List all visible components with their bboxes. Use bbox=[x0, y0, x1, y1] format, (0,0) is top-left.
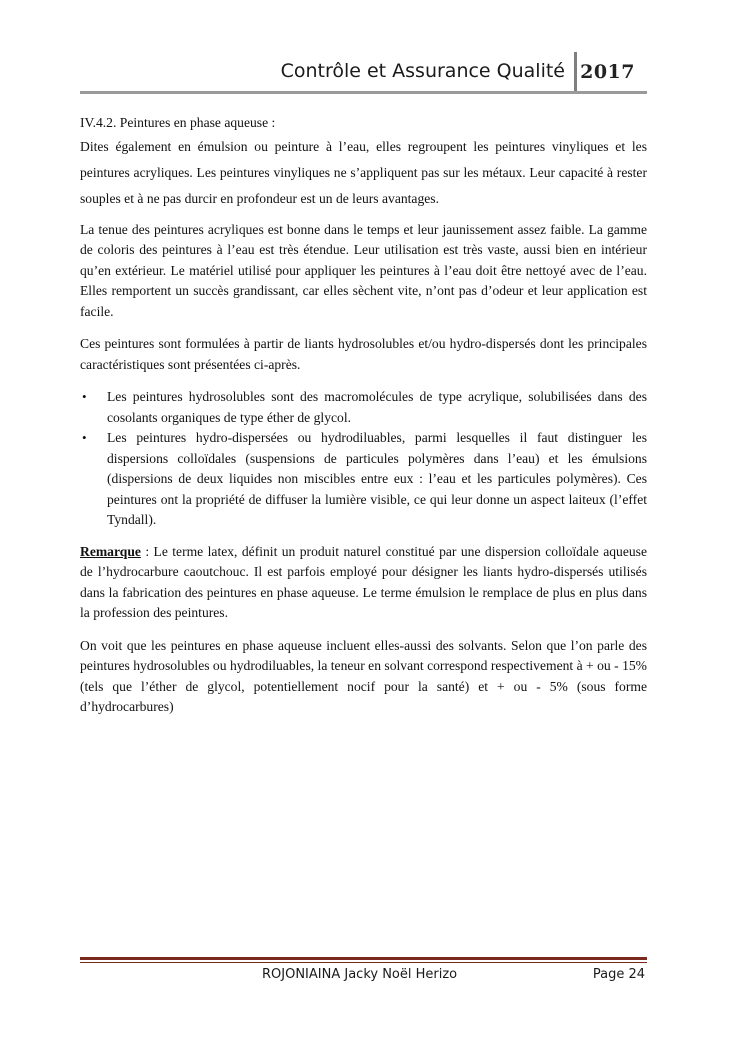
paragraph-solvents: On voit que les peintures en phase aqueuse incluent elles-aussi des solvants. Selon que l’on parle des peintures hydrosolubles ou hydrodiluables, la teneur en solvant correspond respectivement à + ou - 15% (tels que l’éther de glycol, potentiellement nocif pour la santé) et + ou - 5% (sous forme d’hydrocarbures) bbox=[80, 637, 647, 714]
list-item-text: Les peintures hydrosolubles sont des macromolécules de type acrylique, solubilisées dans des cosolants organiques de type éther de glycol. bbox=[107, 389, 647, 425]
section-heading: IV.4.2. Peintures en phase aqueuse : bbox=[80, 115, 276, 130]
footer-rule-thick bbox=[80, 957, 647, 960]
paragraph-acrylic: La tenue des peintures acryliques est bonne dans le temps et leur jaunissement assez faible. La gamme de coloris des peintures à l’eau est très étendue. Leur utilisation est très vaste, aussi bien en intérieur qu’en extérieur. Le matériel utilisé pour appliquer les peintures à l’eau doit être nettoyé avec de l’eau. Elles remportent un succès grandissant, car elles sèchent vite, n’ont pas d’odeur et leur application est facile. bbox=[80, 221, 647, 319]
paragraph-intro: Dites également en émulsion ou peinture à l’eau, elles regroupent les peintures vinyliques et les peintures acryliques. Les peintures vinyliques ne s’appliquent pas sur les métaux. Leur capacité à rester souples et à ne pas durcir en profondeur est un de leurs avantages. bbox=[80, 138, 647, 206]
remark-label: Remarque bbox=[80, 543, 141, 559]
list-item bbox=[80, 387, 647, 428]
remark-text: : Le terme latex, définit un produit naturel constitué par une dispersion colloïdale aqueuse de l’hydrocarbure caoutchouc. Il est parfois employé pour désigner les liants hydro-dispersés utilisés dans la fabrication des peintures en phase aqueuse. Le terme émulsion le remplace de plus en plus dans la profession des peintures. bbox=[80, 543, 647, 620]
list-item-text: Les peintures hydro-dispersées ou hydrodiluables, parmi lesquelles il faut distinguer les dispersions colloïdales (suspensions de particules polymères dans l’eau) et les émulsions (dispersions de deux liquides non miscibles entre eux : l’eau et les particules polymères). Ces peintures ont la propriété de diffuser la lumière visible, ce qui leur donne un aspect laiteux (l’effet Tyndall). bbox=[107, 430, 647, 527]
list-item bbox=[80, 428, 647, 531]
paragraph-remark bbox=[80, 542, 647, 624]
page-content bbox=[80, 113, 647, 730]
header-title: Contrôle et Assurance Qualité bbox=[280, 60, 565, 82]
header-year: 2017 bbox=[580, 61, 635, 83]
bullet-icon: • bbox=[82, 430, 87, 445]
footer-author: ROJONIAINA Jacky Noël Herizo bbox=[262, 967, 458, 982]
page-number: Page 24 bbox=[592, 967, 645, 982]
paragraph-formulation: Ces peintures sont formulées à partir de liants hydrosolubles et/ou hydro-dispersés dont les principales caractéristiques sont présentées ci-après. bbox=[80, 336, 647, 372]
page-header bbox=[80, 52, 647, 94]
footer-rule-thin bbox=[80, 962, 647, 963]
header-separator bbox=[574, 52, 577, 94]
bullet-list bbox=[80, 387, 647, 531]
bullet-icon: • bbox=[82, 389, 87, 404]
header-rule bbox=[80, 91, 647, 94]
